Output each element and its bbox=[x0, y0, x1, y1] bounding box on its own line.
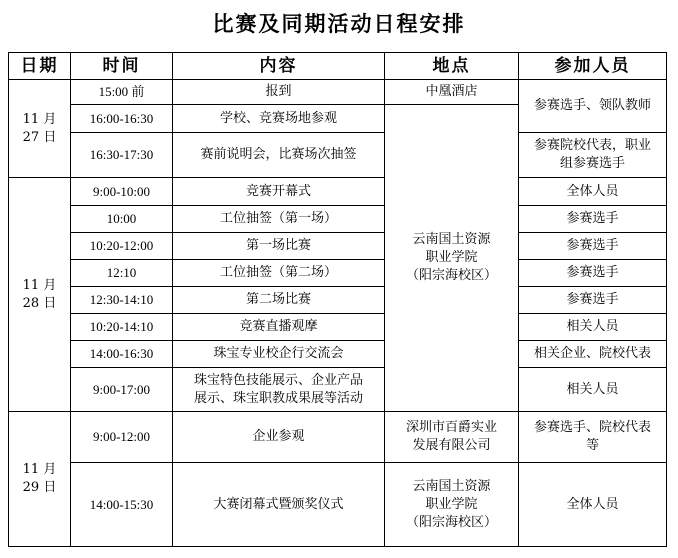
people-cell: 相关企业、院校代表 bbox=[519, 341, 667, 368]
date-day: 29 日 bbox=[22, 480, 57, 495]
header-people: 参加人员 bbox=[519, 53, 667, 80]
content-cell: 珠宝专业校企行交流会 bbox=[173, 341, 385, 368]
place-cell-company bbox=[385, 412, 519, 463]
table-row bbox=[9, 314, 667, 341]
time-cell: 9:00-17:00 bbox=[71, 368, 173, 412]
place-cell-college-day3 bbox=[385, 463, 519, 547]
header-date: 日期 bbox=[9, 53, 71, 80]
people-line: 等 bbox=[585, 438, 599, 453]
table-row bbox=[9, 80, 667, 105]
header-row bbox=[9, 53, 667, 80]
date-cell-day2 bbox=[9, 178, 71, 412]
content-cell: 竞赛直播观摩 bbox=[173, 314, 385, 341]
time-cell: 10:20-12:00 bbox=[71, 233, 173, 260]
date-month: 11 月 bbox=[22, 111, 57, 127]
people-cell: 参赛选手、领队教师 bbox=[519, 80, 667, 133]
people-cell: 全体人员 bbox=[519, 178, 667, 206]
content-cell: 第一场比赛 bbox=[173, 233, 385, 260]
page-title: 比赛及同期活动日程安排 bbox=[212, 11, 466, 36]
content-cell: 报到 bbox=[173, 80, 385, 105]
table-row bbox=[9, 368, 667, 412]
date-day: 27 日 bbox=[22, 129, 57, 145]
content-cell: 竞赛开幕式 bbox=[173, 178, 385, 206]
header-place: 地点 bbox=[385, 53, 519, 80]
time-cell: 14:00-15:30 bbox=[71, 463, 173, 547]
time-cell: 9:00-10:00 bbox=[71, 178, 173, 206]
people-cell bbox=[519, 133, 667, 178]
time-cell: 10:20-14:10 bbox=[71, 314, 173, 341]
content-cell: 企业参观 bbox=[173, 412, 385, 463]
place-line: 职业学院 bbox=[425, 496, 478, 512]
content-cell: 大赛闭幕式暨颁奖仪式 bbox=[173, 463, 385, 547]
date-cell-day1 bbox=[9, 80, 71, 178]
table-row bbox=[9, 412, 667, 463]
people-line: 组参赛选手 bbox=[559, 156, 625, 171]
content-line: 展示、珠宝职教成果展等活动 bbox=[193, 390, 363, 406]
table-row bbox=[9, 178, 667, 206]
content-cell: 赛前说明会，比赛场次抽签 bbox=[173, 133, 385, 178]
place-line: 深圳市百爵实业 bbox=[405, 420, 497, 435]
content-cell: 工位抽签（第二场） bbox=[173, 260, 385, 287]
content-cell: 学校、竞赛场地参观 bbox=[173, 105, 385, 133]
date-month: 11 月 bbox=[22, 277, 57, 293]
table-row bbox=[9, 233, 667, 260]
people-cell: 全体人员 bbox=[519, 463, 667, 547]
content-cell: 第二场比赛 bbox=[173, 287, 385, 314]
schedule-table bbox=[8, 52, 667, 547]
place-line: （阳宗海校区） bbox=[405, 514, 497, 530]
place-line: 职业学院 bbox=[425, 250, 478, 265]
people-cell: 参赛选手 bbox=[519, 260, 667, 287]
place-cell-college bbox=[385, 105, 519, 412]
table-row bbox=[9, 133, 667, 178]
people-cell: 相关人员 bbox=[519, 314, 667, 341]
time-cell: 12:30-14:10 bbox=[71, 287, 173, 314]
place-line: 发展有限公司 bbox=[412, 438, 491, 453]
header-time: 时间 bbox=[71, 53, 173, 80]
content-cell bbox=[173, 368, 385, 412]
place-line: 云南国土资源 bbox=[412, 232, 491, 247]
header-content: 内容 bbox=[173, 53, 385, 80]
place-cell-hotel: 中凰酒店 bbox=[385, 80, 519, 105]
place-line: （阳宗海校区） bbox=[405, 268, 497, 283]
table-row bbox=[9, 260, 667, 287]
time-cell: 10:00 bbox=[71, 206, 173, 233]
time-cell: 14:00-16:30 bbox=[71, 341, 173, 368]
people-cell bbox=[519, 412, 667, 463]
table-row bbox=[9, 341, 667, 368]
time-cell: 16:00-16:30 bbox=[71, 105, 173, 133]
people-cell: 参赛选手 bbox=[519, 206, 667, 233]
time-cell: 15:00 前 bbox=[71, 80, 173, 105]
content-line: 珠宝特色技能展示、企业产品 bbox=[193, 372, 363, 388]
people-cell: 相关人员 bbox=[519, 368, 667, 412]
people-line: 参赛选手、院校代表 bbox=[533, 420, 651, 435]
people-cell: 参赛选手 bbox=[519, 287, 667, 314]
content-cell: 工位抽签（第一场） bbox=[173, 206, 385, 233]
place-line: 云南国土资源 bbox=[412, 478, 491, 494]
time-cell: 12:10 bbox=[71, 260, 173, 287]
time-cell: 16:30-17:30 bbox=[71, 133, 173, 178]
date-month: 11 月 bbox=[22, 462, 57, 477]
time-cell: 9:00-12:00 bbox=[71, 412, 173, 463]
table-row bbox=[9, 287, 667, 314]
table-row bbox=[9, 463, 667, 547]
people-cell: 参赛选手 bbox=[519, 233, 667, 260]
date-day: 28 日 bbox=[22, 295, 57, 311]
table-row bbox=[9, 206, 667, 233]
people-line: 参赛院校代表，职业 bbox=[533, 138, 651, 153]
date-cell-day3 bbox=[9, 412, 71, 547]
